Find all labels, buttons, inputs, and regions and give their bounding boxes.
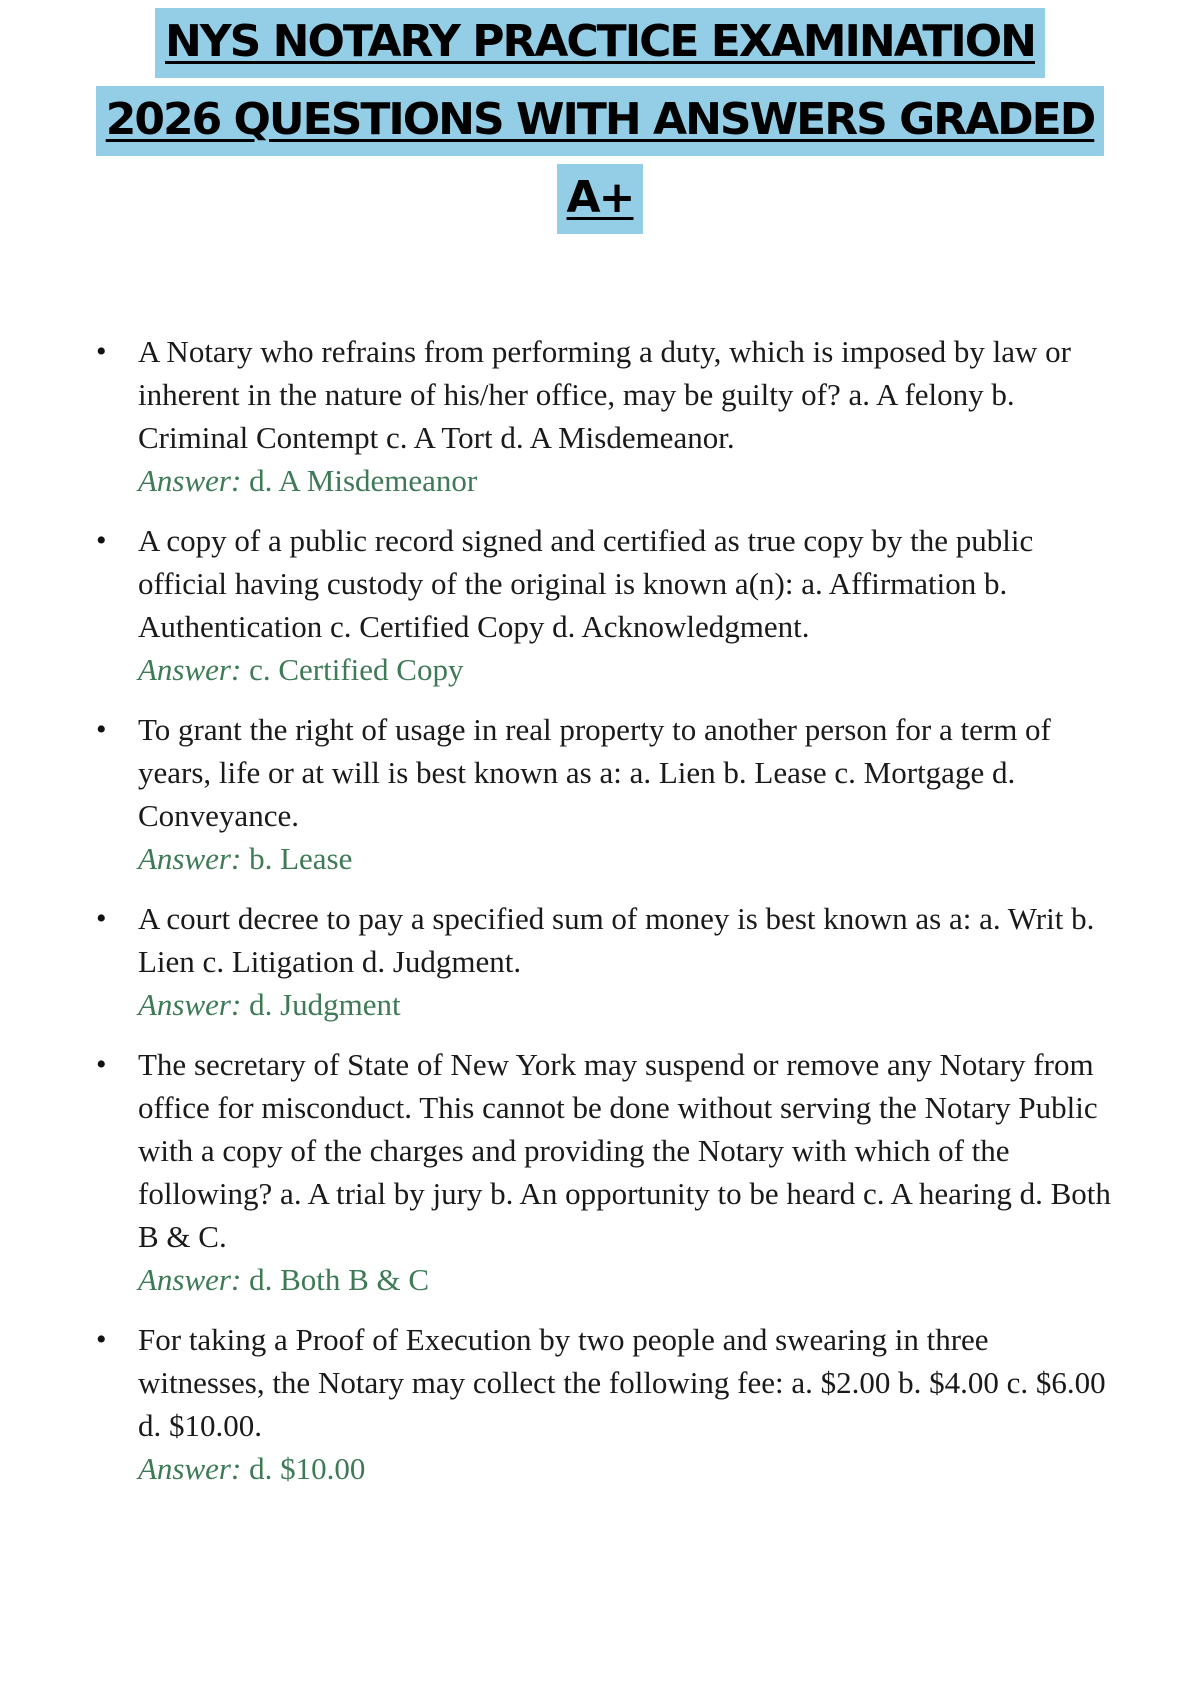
question-text: The secretary of State of New York may suspend or remove any Notary from office for misconduct. This cannot be done without serving the Notary Public with a copy of the charges and providing the Notary with which of the following? a. A trial by jury b. An opportunity to be heard c. A hearing d. Both B & C.	[138, 1047, 1111, 1254]
answer-text: d. Judgment	[249, 987, 401, 1022]
answer-text: d. Both B & C	[249, 1262, 430, 1297]
question-text: A court decree to pay a specified sum of money is best known as a: a. Writ b. Lien c. Litigation d. Judgment.	[138, 901, 1095, 979]
question-item	[92, 1043, 1122, 1301]
title-line-1: NYS NOTARY PRACTICE EXAMINATION	[155, 8, 1045, 78]
bullet-icon: •	[96, 713, 107, 746]
question-item	[92, 708, 1122, 880]
answer-line	[138, 837, 1122, 880]
question-list	[92, 330, 1122, 1507]
question-text: A Notary who refrains from performing a duty, which is imposed by law or inherent in the nature of his/her office, may be guilty of? a. A felony b. Criminal Contempt c. A Tort d. A Misdemeanor.	[138, 334, 1071, 455]
bullet-icon: •	[96, 335, 107, 368]
answer-label: Answer:	[138, 463, 242, 498]
answer-text: d. $10.00	[249, 1451, 366, 1486]
bullet-icon: •	[96, 902, 107, 935]
answer-label: Answer:	[138, 1451, 242, 1486]
title-line-3: A+	[557, 164, 644, 234]
question-item	[92, 330, 1122, 502]
answer-label: Answer:	[138, 652, 242, 687]
bullet-icon: •	[96, 1323, 107, 1356]
answer-line	[138, 1258, 1122, 1301]
answer-line	[138, 459, 1122, 502]
bullet-icon: •	[96, 524, 107, 557]
question-text: To grant the right of usage in real property to another person for a term of years, life or at will is best known as a: a. Lien b. Lease c. Mortgage d. Conveyance.	[138, 712, 1051, 833]
answer-label: Answer:	[138, 987, 242, 1022]
answer-text: b. Lease	[249, 841, 353, 876]
answer-label: Answer:	[138, 1262, 242, 1297]
title-line-2: 2026 QUESTIONS WITH ANSWERS GRADED	[96, 86, 1105, 156]
answer-text: c. Certified Copy	[249, 652, 464, 687]
answer-text: d. A Misdemeanor	[249, 463, 478, 498]
answer-line	[138, 983, 1122, 1026]
bullet-icon: •	[96, 1048, 107, 1081]
answer-line	[138, 1447, 1122, 1490]
answer-label: Answer:	[138, 841, 242, 876]
question-text: For taking a Proof of Execution by two people and swearing in three witnesses, the Notary may collect the following fee: a. $2.00 b. $4.00 c. $6.00 d. $10.00.	[138, 1322, 1106, 1443]
question-item	[92, 1318, 1122, 1490]
question-item	[92, 519, 1122, 691]
question-item	[92, 897, 1122, 1026]
question-text: A copy of a public record signed and certified as true copy by the public official having custody of the original is known a(n): a. Affirmation b. Authentication c. Certified Copy d. Acknowledgment.	[138, 523, 1034, 644]
answer-line	[138, 648, 1122, 691]
document-title	[0, 8, 1200, 234]
